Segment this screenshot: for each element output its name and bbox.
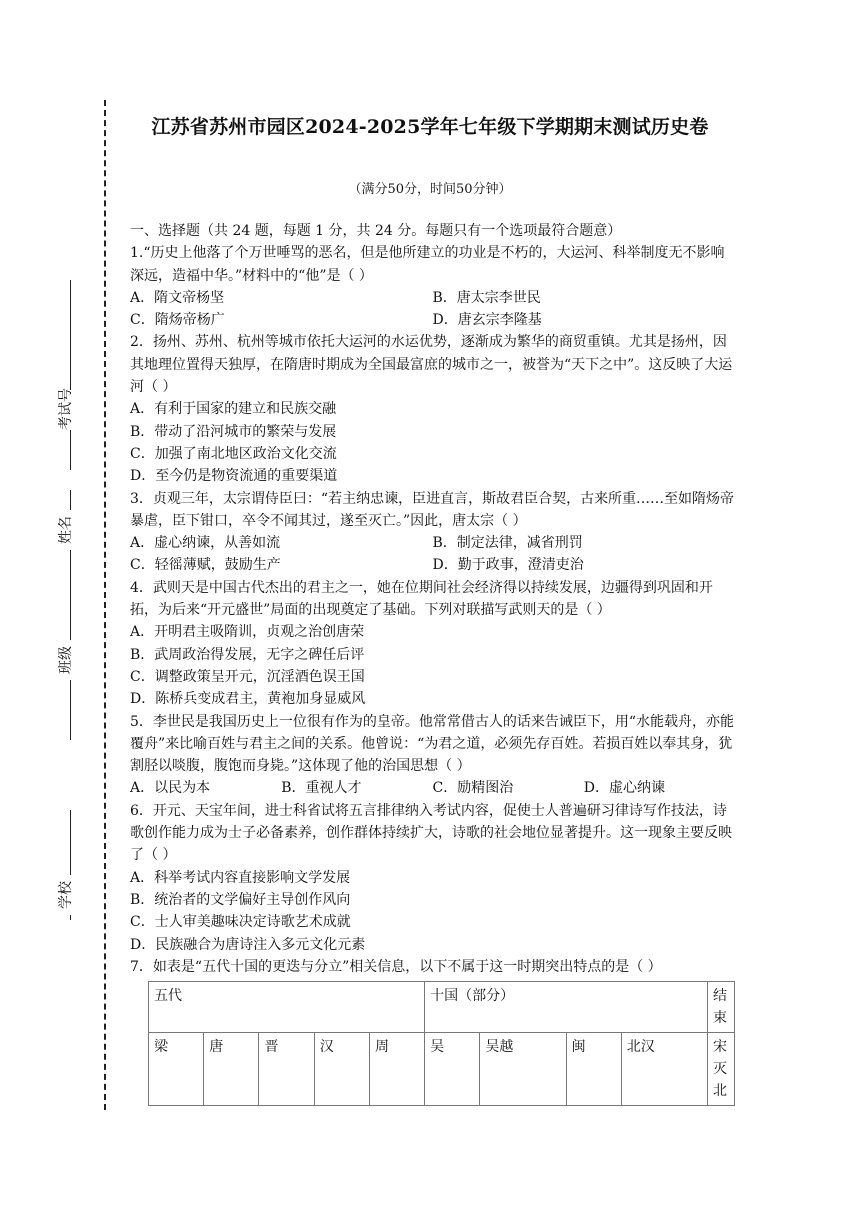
option-b[interactable]: B．制定法律，减省刑罚 — [432, 535, 583, 552]
table-header-end: 结束 — [708, 982, 735, 1033]
question-stem: 3．贞观三年，太宗谓侍臣曰：“若主纳忠谏，臣进直言，斯故君臣合契，古来所重……至如隋炀帝暴虐，臣下钳口，卒令不闻其过，遂至灭亡。”因此，唐太宗（ ） — [130, 490, 735, 529]
question-stem: 1.“历史上他落了个万世唾骂的恶名，但是他所建立的功业是不朽的，大运河、科举制度无不影响深远，造福中华。”材料中的“他”是（ ） — [130, 245, 725, 284]
option-a[interactable]: A．隋文帝杨坚 — [130, 289, 225, 306]
table-row — [149, 1033, 735, 1106]
option-c[interactable]: C．轻徭薄赋，鼓励生产 — [130, 557, 281, 574]
question-4 — [130, 577, 735, 711]
option-d[interactable]: D．勤于政事，澄清吏治 — [432, 557, 584, 574]
option-list — [130, 621, 735, 710]
question-3 — [130, 488, 735, 577]
table-cell: 吴 — [425, 1033, 480, 1106]
table-cell: 晋 — [259, 1033, 314, 1106]
question-stem: 4．武则天是中国古代杰出的君主之一，她在位期间社会经济得以持续发展，边疆得到巩固和开拓，为后来“开元盛世”局面的出现奠定了基础。下列对联描写武则天的是（ ） — [130, 579, 713, 619]
table-cell: 梁 — [149, 1033, 204, 1106]
option-c[interactable]: C．隋炀帝杨广 — [130, 312, 225, 329]
option-b[interactable]: B．武周政治得发展，无字之碑任后评 — [130, 646, 365, 663]
option-c[interactable]: C．励精图治 — [432, 780, 514, 797]
table-cell: 周 — [369, 1033, 424, 1106]
option-list — [130, 287, 735, 332]
option-c[interactable]: C．士人审美趣味决定诗歌艺术成就 — [130, 914, 351, 931]
option-list — [130, 867, 735, 956]
table-cell: 闽 — [566, 1033, 621, 1106]
option-c[interactable]: C．加强了南北地区政治文化交流 — [130, 445, 337, 462]
name-label: 姓名 — [55, 510, 75, 550]
class-field[interactable] — [50, 610, 80, 740]
question-7 — [130, 956, 735, 1106]
option-a[interactable]: A．有利于国家的建立和民族交融 — [130, 401, 337, 418]
option-list — [130, 777, 735, 799]
class-label: 班级 — [55, 640, 75, 680]
option-d[interactable]: D．陈桥兵变成君主，黄袍加身显威风 — [130, 691, 366, 708]
table-cell: 吴越 — [480, 1033, 566, 1106]
exam-content — [130, 220, 735, 1106]
option-a[interactable]: A．以民为本 — [130, 780, 211, 797]
question-stem: 7．如表是“五代十国的更迭与分立”相关信息，以下不属于这一时期突出特点的是（ ） — [130, 958, 662, 975]
question-stem: 6．开元、天宝年间，进士科省试将五言排律纳入考试内容，促使士人普遍研习律诗写作技法，诗歌创作能力成为士子必备素养，创作群体持续扩大，诗歌的社会地位显著提升。这一现象主要反映了（ ） — [130, 802, 732, 864]
question-stem: 5．李世民是我国历史上一位很有作为的皇帝。他常常借古人的话来告诫臣下，用“水能载舟，亦能覆舟”来比喻百姓与君主之间的关系。他曾说：“为君之道，必须先存百姓。若损百姓以奉其身，犹割胫以啖腹，腹饱而身毙。”这体现了他的治国思想（ ） — [130, 713, 735, 775]
option-d[interactable]: D．唐玄宗李隆基 — [432, 312, 542, 329]
table-cell: 唐 — [204, 1033, 259, 1106]
option-a[interactable]: A．开明君主吸隋训，贞观之治创唐荣 — [130, 624, 365, 641]
option-b[interactable]: B．重视人才 — [281, 780, 362, 797]
name-field[interactable] — [50, 490, 80, 620]
table-header-wudai: 五代 — [149, 982, 425, 1033]
school-field[interactable] — [50, 810, 80, 920]
option-d[interactable]: D．至今仍是物资流通的重要渠道 — [130, 468, 338, 485]
binding-dashed-line — [104, 100, 106, 1110]
dynasty-table — [148, 981, 735, 1106]
question-1 — [130, 242, 735, 331]
option-c[interactable]: C．调整政策呈开元，沉淫酒色误王国 — [130, 668, 365, 685]
option-b[interactable]: B．带动了沿河城市的繁荣与发展 — [130, 423, 337, 440]
table-cell: 宋灭北 — [708, 1033, 735, 1106]
option-b[interactable]: B．唐太宗李世民 — [432, 289, 541, 306]
question-2 — [130, 331, 735, 487]
table-header-row — [149, 982, 735, 1033]
option-d[interactable]: D．虚心纳谏 — [583, 780, 665, 797]
option-b[interactable]: B．统治者的文学偏好主导创作风向 — [130, 891, 351, 908]
exam-number-label: 考试号 — [55, 390, 75, 430]
option-d[interactable]: D．民族融合为唐诗注入多元文化元素 — [130, 936, 366, 953]
table-cell: 汉 — [314, 1033, 369, 1106]
option-a[interactable]: A．科举考试内容直接影响文学发展 — [130, 869, 351, 886]
exam-number-field[interactable] — [50, 280, 80, 470]
option-a[interactable]: A．虚心纳谏，从善如流 — [130, 535, 281, 552]
question-5 — [130, 711, 735, 800]
question-6 — [130, 800, 735, 956]
question-stem: 2．扬州、苏州、杭州等城市依托大运河的水运优势，逐渐成为繁华的商贸重镇。尤其是扬州，因其地理位置得天独厚，在隋唐时期成为全国最富庶的城市之一，被誉为“天下之中”。这反映了大运河（ ） — [130, 334, 733, 396]
school-label: 学校 — [55, 875, 75, 915]
page-subtitle: （满分50分，时间50分钟） — [348, 182, 512, 197]
option-list — [130, 532, 735, 577]
table-cell: 北汉 — [621, 1033, 707, 1106]
page-title: 江苏省苏州市园区2024-2025学年七年级下学期期末测试历史卷 — [151, 116, 709, 138]
option-list — [130, 398, 735, 487]
table-header-shiguo: 十国（部分） — [425, 982, 708, 1033]
section-heading: 一、选择题（共 24 题，每题 1 分，共 24 分。每题只有一个选项最符合题意） — [130, 223, 622, 239]
